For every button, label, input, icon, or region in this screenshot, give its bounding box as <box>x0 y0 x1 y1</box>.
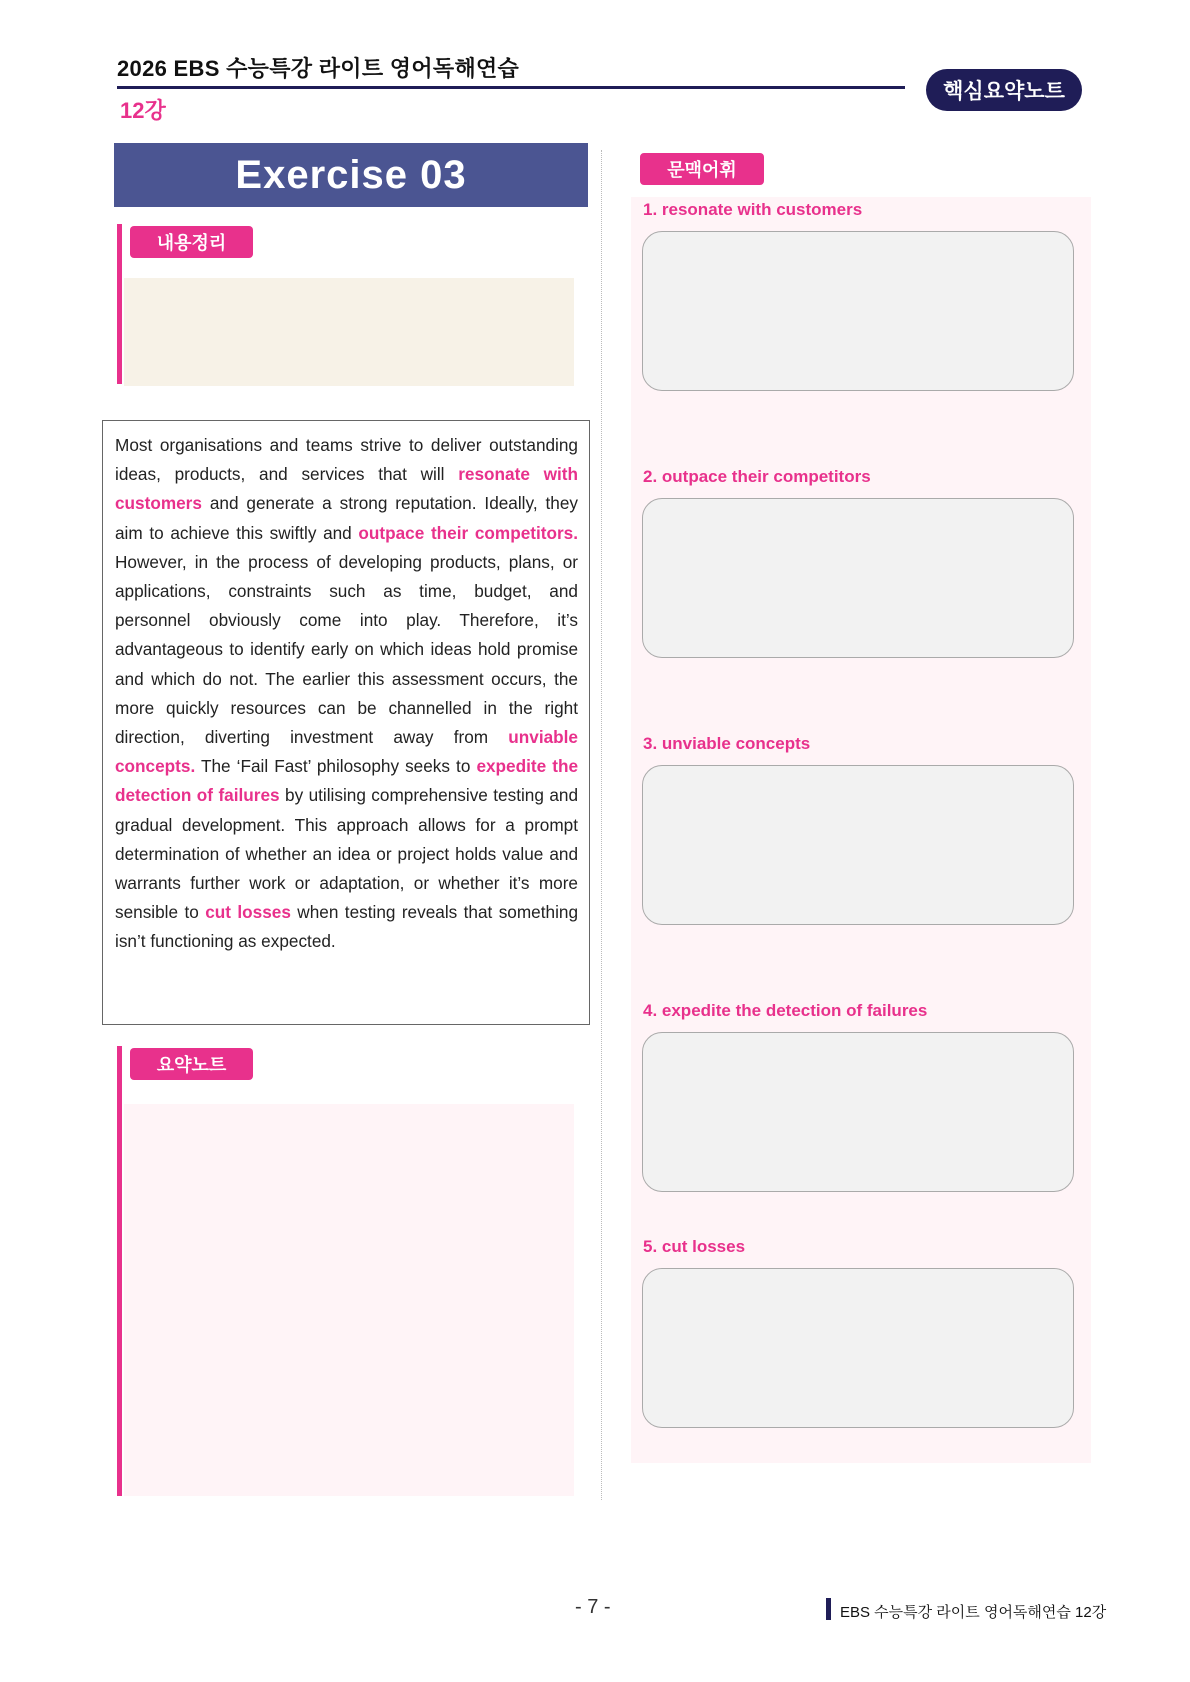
highlight-phrase: unviable concepts. <box>115 727 578 777</box>
vocab-item-1-answer-box[interactable] <box>642 231 1074 391</box>
passage-text: when testing reveals that something isn’t functioning as expected. <box>115 902 578 952</box>
highlight-phrase: resonate with customers <box>115 464 578 514</box>
vocab-item-4-answer-box[interactable] <box>642 1032 1074 1192</box>
footer-accent-bar <box>826 1598 831 1620</box>
passage-text: Most organisations and teams strive to deliver outstanding ideas, products, and services that will <box>115 435 578 485</box>
summary-section-label: 내용정리 <box>130 226 253 258</box>
lesson-label: 12강 <box>120 98 166 123</box>
section-badge: 핵심요약노트 <box>926 69 1082 111</box>
vocab-item-5-answer-box[interactable] <box>642 1268 1074 1428</box>
vocab-item-2-answer-box[interactable] <box>642 498 1074 658</box>
footer-title: EBS 수능특강 라이트 영어독해연습 12강 <box>840 1604 1107 1621</box>
column-divider <box>601 150 602 1500</box>
notes-accent-bar <box>117 1046 122 1496</box>
vocab-item-2-label: 2. outpace their competitors <box>643 467 871 486</box>
document-title: 2026 EBS 수능특강 라이트 영어독해연습 <box>117 56 520 81</box>
vocab-item-3-answer-box[interactable] <box>642 765 1074 925</box>
vocab-item-4-label: 4. expedite the detection of failures <box>643 1001 928 1020</box>
notes-section-label: 요약노트 <box>130 1048 253 1080</box>
reading-passage <box>102 420 590 1025</box>
header-divider <box>117 86 905 89</box>
vocab-section-label: 문맥어휘 <box>640 153 764 185</box>
passage-text: However, in the process of developing products, plans, or applications, constraints such as time, budget, and personnel obviously come into play. Therefore, it’s advantageous to identify early on which ideas hold promise and which do not. The earlier this assessment occurs, the more quickly resources can be channelled in the right direction, diverting investment away from <box>115 551 578 748</box>
highlight-phrase: cut losses <box>205 902 291 923</box>
summary-accent-bar <box>117 224 122 384</box>
vocab-item-3-label: 3. unviable concepts <box>643 734 811 753</box>
passage-text: The ‘Fail Fast’ philosophy seeks to <box>195 756 477 777</box>
highlight-phrase: expedite the detection of failures <box>115 756 579 806</box>
page-number: - 7 - <box>575 1596 611 1618</box>
summary-notes-area[interactable] <box>124 1104 574 1496</box>
exercise-banner: Exercise 03 <box>114 143 588 207</box>
vocab-item-1-label: 1. resonate with customers <box>643 200 863 219</box>
passage-text: and generate a strong reputation. Ideally, they aim to achieve this swiftly and <box>115 493 578 543</box>
summary-note-area[interactable] <box>124 278 574 386</box>
highlight-phrase: outpace their competitors. <box>358 522 578 543</box>
passage-text: by utilising comprehensive testing and gradual development. This approach allows for a prompt determination of whether an idea or project holds value and warrants further work or adaptation, or whether it’s more sensible to <box>115 785 579 923</box>
vocab-item-5-label: 5. cut losses <box>643 1237 746 1256</box>
